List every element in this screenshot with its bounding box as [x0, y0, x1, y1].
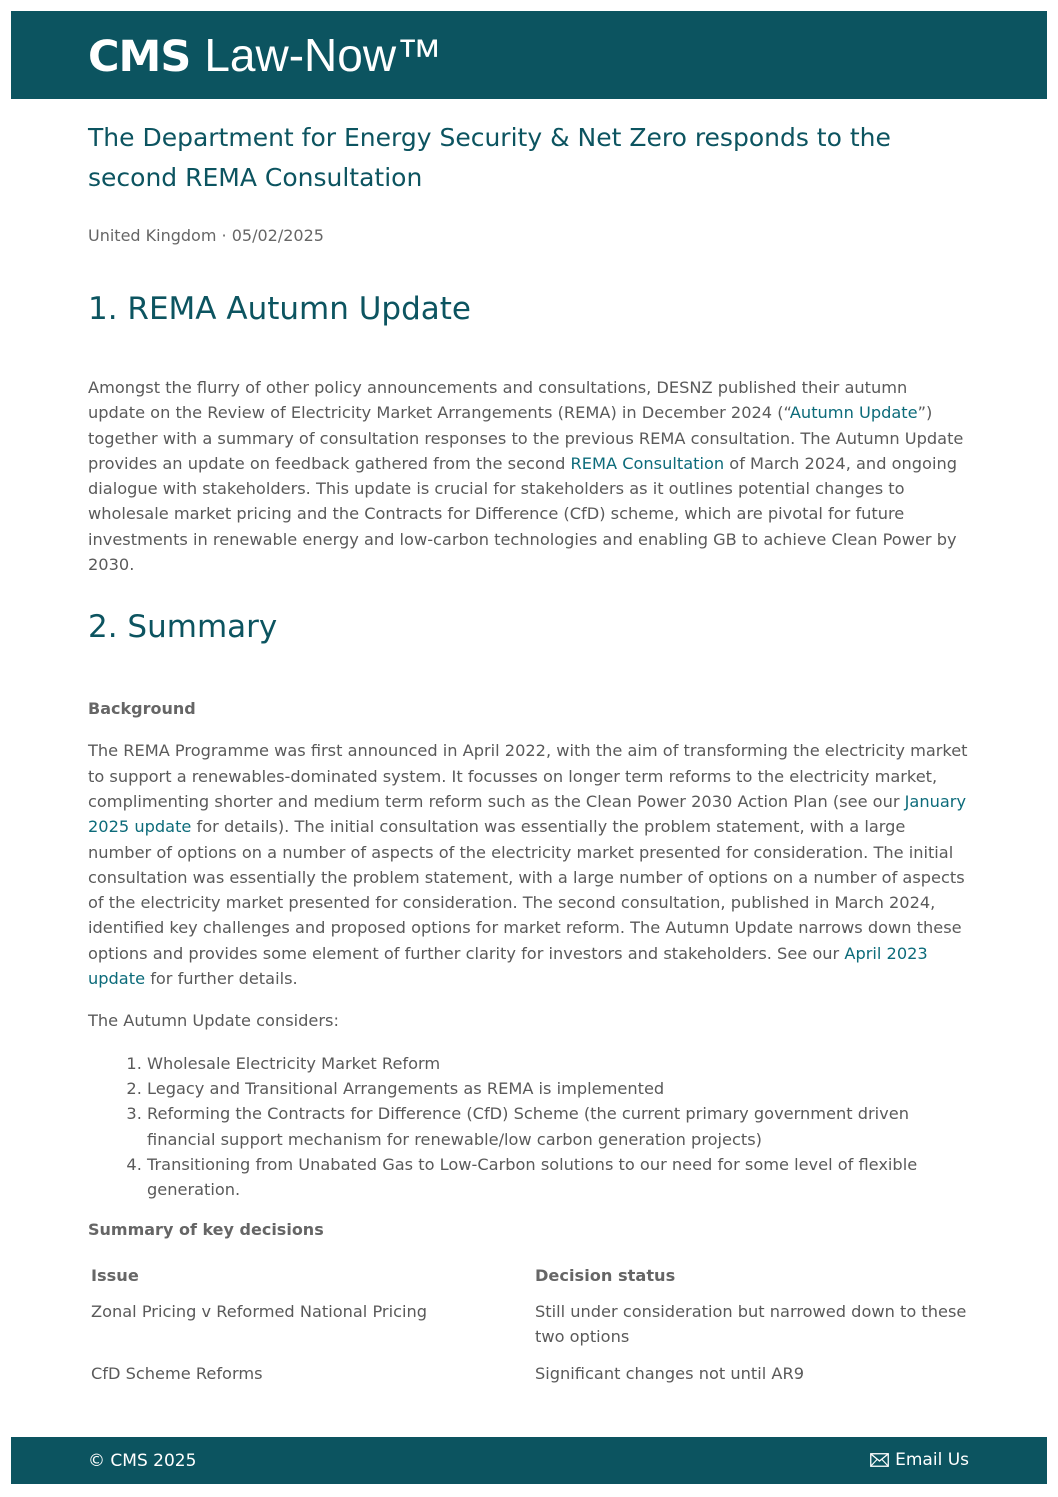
text-run: Amongst the flurry of other policy announcements and consultations, DESNZ published their autumn update on the Review of Electricity Market Arrangements (REMA) in December 2024 (“: [88, 378, 908, 423]
section-heading-summary: 2. Summary: [88, 609, 278, 646]
list-item: 3. Reforming the Contracts for Difference (CfD) Scheme (the current primary government driven financial support mechanism for renewable/low carbon generation projects): [147, 1101, 968, 1152]
background-subheading: Background: [88, 699, 196, 719]
cms-law-now-logo[interactable]: [88, 29, 443, 82]
table-header-decision-status: Decision status: [535, 1266, 676, 1286]
logo-cms-text: CMS: [88, 32, 191, 82]
rema-consultation-link[interactable]: REMA Consultation: [570, 453, 725, 473]
article-meta: [88, 226, 968, 245]
section1-paragraph: [88, 375, 968, 577]
email-us-label: Email Us: [895, 1450, 969, 1470]
footer-copyright: © CMS 2025: [88, 1451, 197, 1471]
list-item: 2. Legacy and Transitional Arrangements as REMA is implemented: [147, 1076, 968, 1101]
key-decisions-subheading: Summary of key decisions: [88, 1220, 324, 1240]
autumn-update-link[interactable]: Autumn Update: [789, 403, 918, 423]
background-paragraph: [88, 738, 968, 991]
article-jurisdiction: United Kingdom: [88, 226, 217, 245]
text-run: for further details.: [145, 969, 298, 989]
text-run: ”) together with a summary of consultation responses to the previous REMA consultation. The Autumn Update provides an update on feedback gathered from the second: [88, 403, 964, 473]
site-header: [11, 11, 1047, 99]
text-run: for details). The initial consultation was essentially the problem statement, with a large number of options on a number of aspects of the electricity market presented for consideration. The initial consultation was essentially the problem statement, with a large number of options on a number of aspects of the electricity market presented for consideration. The second consultation, published in March 2024, identified key challenges and proposed options for market reform. The Autumn Update narrows down these options and provides some element of further clarity for investors and stakeholders. See our: [88, 817, 965, 963]
section-heading-rema-autumn-update: 1. REMA Autumn Update: [88, 291, 471, 327]
table-header-row: [88, 1259, 972, 1297]
table-cell: CfD Scheme Reforms: [91, 1364, 263, 1384]
article-title: The Department for Energy Security & Net Zero responds to the second REMA Consultation: [88, 123, 891, 192]
considers-intro: The Autumn Update considers:: [88, 1011, 339, 1031]
april-2023-update-link[interactable]: April 2023 update: [88, 943, 928, 989]
considerations-list: [88, 1051, 968, 1203]
table-cell: Still under consideration but narrowed down to these two options: [535, 1302, 967, 1347]
january-2025-update-link[interactable]: January 2025 update: [88, 791, 967, 837]
table-cell: Zonal Pricing v Reformed National Pricing: [91, 1302, 428, 1322]
envelope-icon: [870, 1453, 889, 1467]
list-item: 1. Wholesale Electricity Market Reform: [147, 1051, 968, 1076]
table-row: [88, 1297, 972, 1359]
meta-separator: ·: [221, 226, 227, 245]
table-cell: Significant changes not until AR9: [535, 1364, 805, 1384]
table-row: [88, 1359, 972, 1396]
list-item: 4. Transitioning from Unabated Gas to Low-Carbon solutions to our need for some level of flexible generation.: [147, 1152, 968, 1203]
text-run: The REMA Programme was first announced in April 2022, with the aim of transforming the electricity market to support a renewables-dominated system. It focusses on longer term reforms to the electricity market, complimenting shorter and medium term reform such as the Clean Power 2030 Action Plan (see our: [88, 741, 968, 811]
table-header-issue: Issue: [91, 1266, 139, 1286]
email-us-button[interactable]: [870, 1450, 969, 1470]
key-decisions-table: [88, 1259, 972, 1396]
text-run: of March 2024, and ongoing dialogue with stakeholders. This update is crucial for stakeholders as it outlines potential changes to wholesale market pricing and the Contracts for Difference (CfD) scheme, which are pivotal for future investments in renewable energy and low-carbon technologies and enabling GB to achieve Clean Power by 2030.: [88, 453, 957, 575]
site-footer: [11, 1437, 1047, 1484]
article-content: [88, 118, 968, 1396]
article-date: 05/02/2025: [231, 226, 324, 245]
logo-product-text: Law-Now™: [204, 29, 443, 81]
